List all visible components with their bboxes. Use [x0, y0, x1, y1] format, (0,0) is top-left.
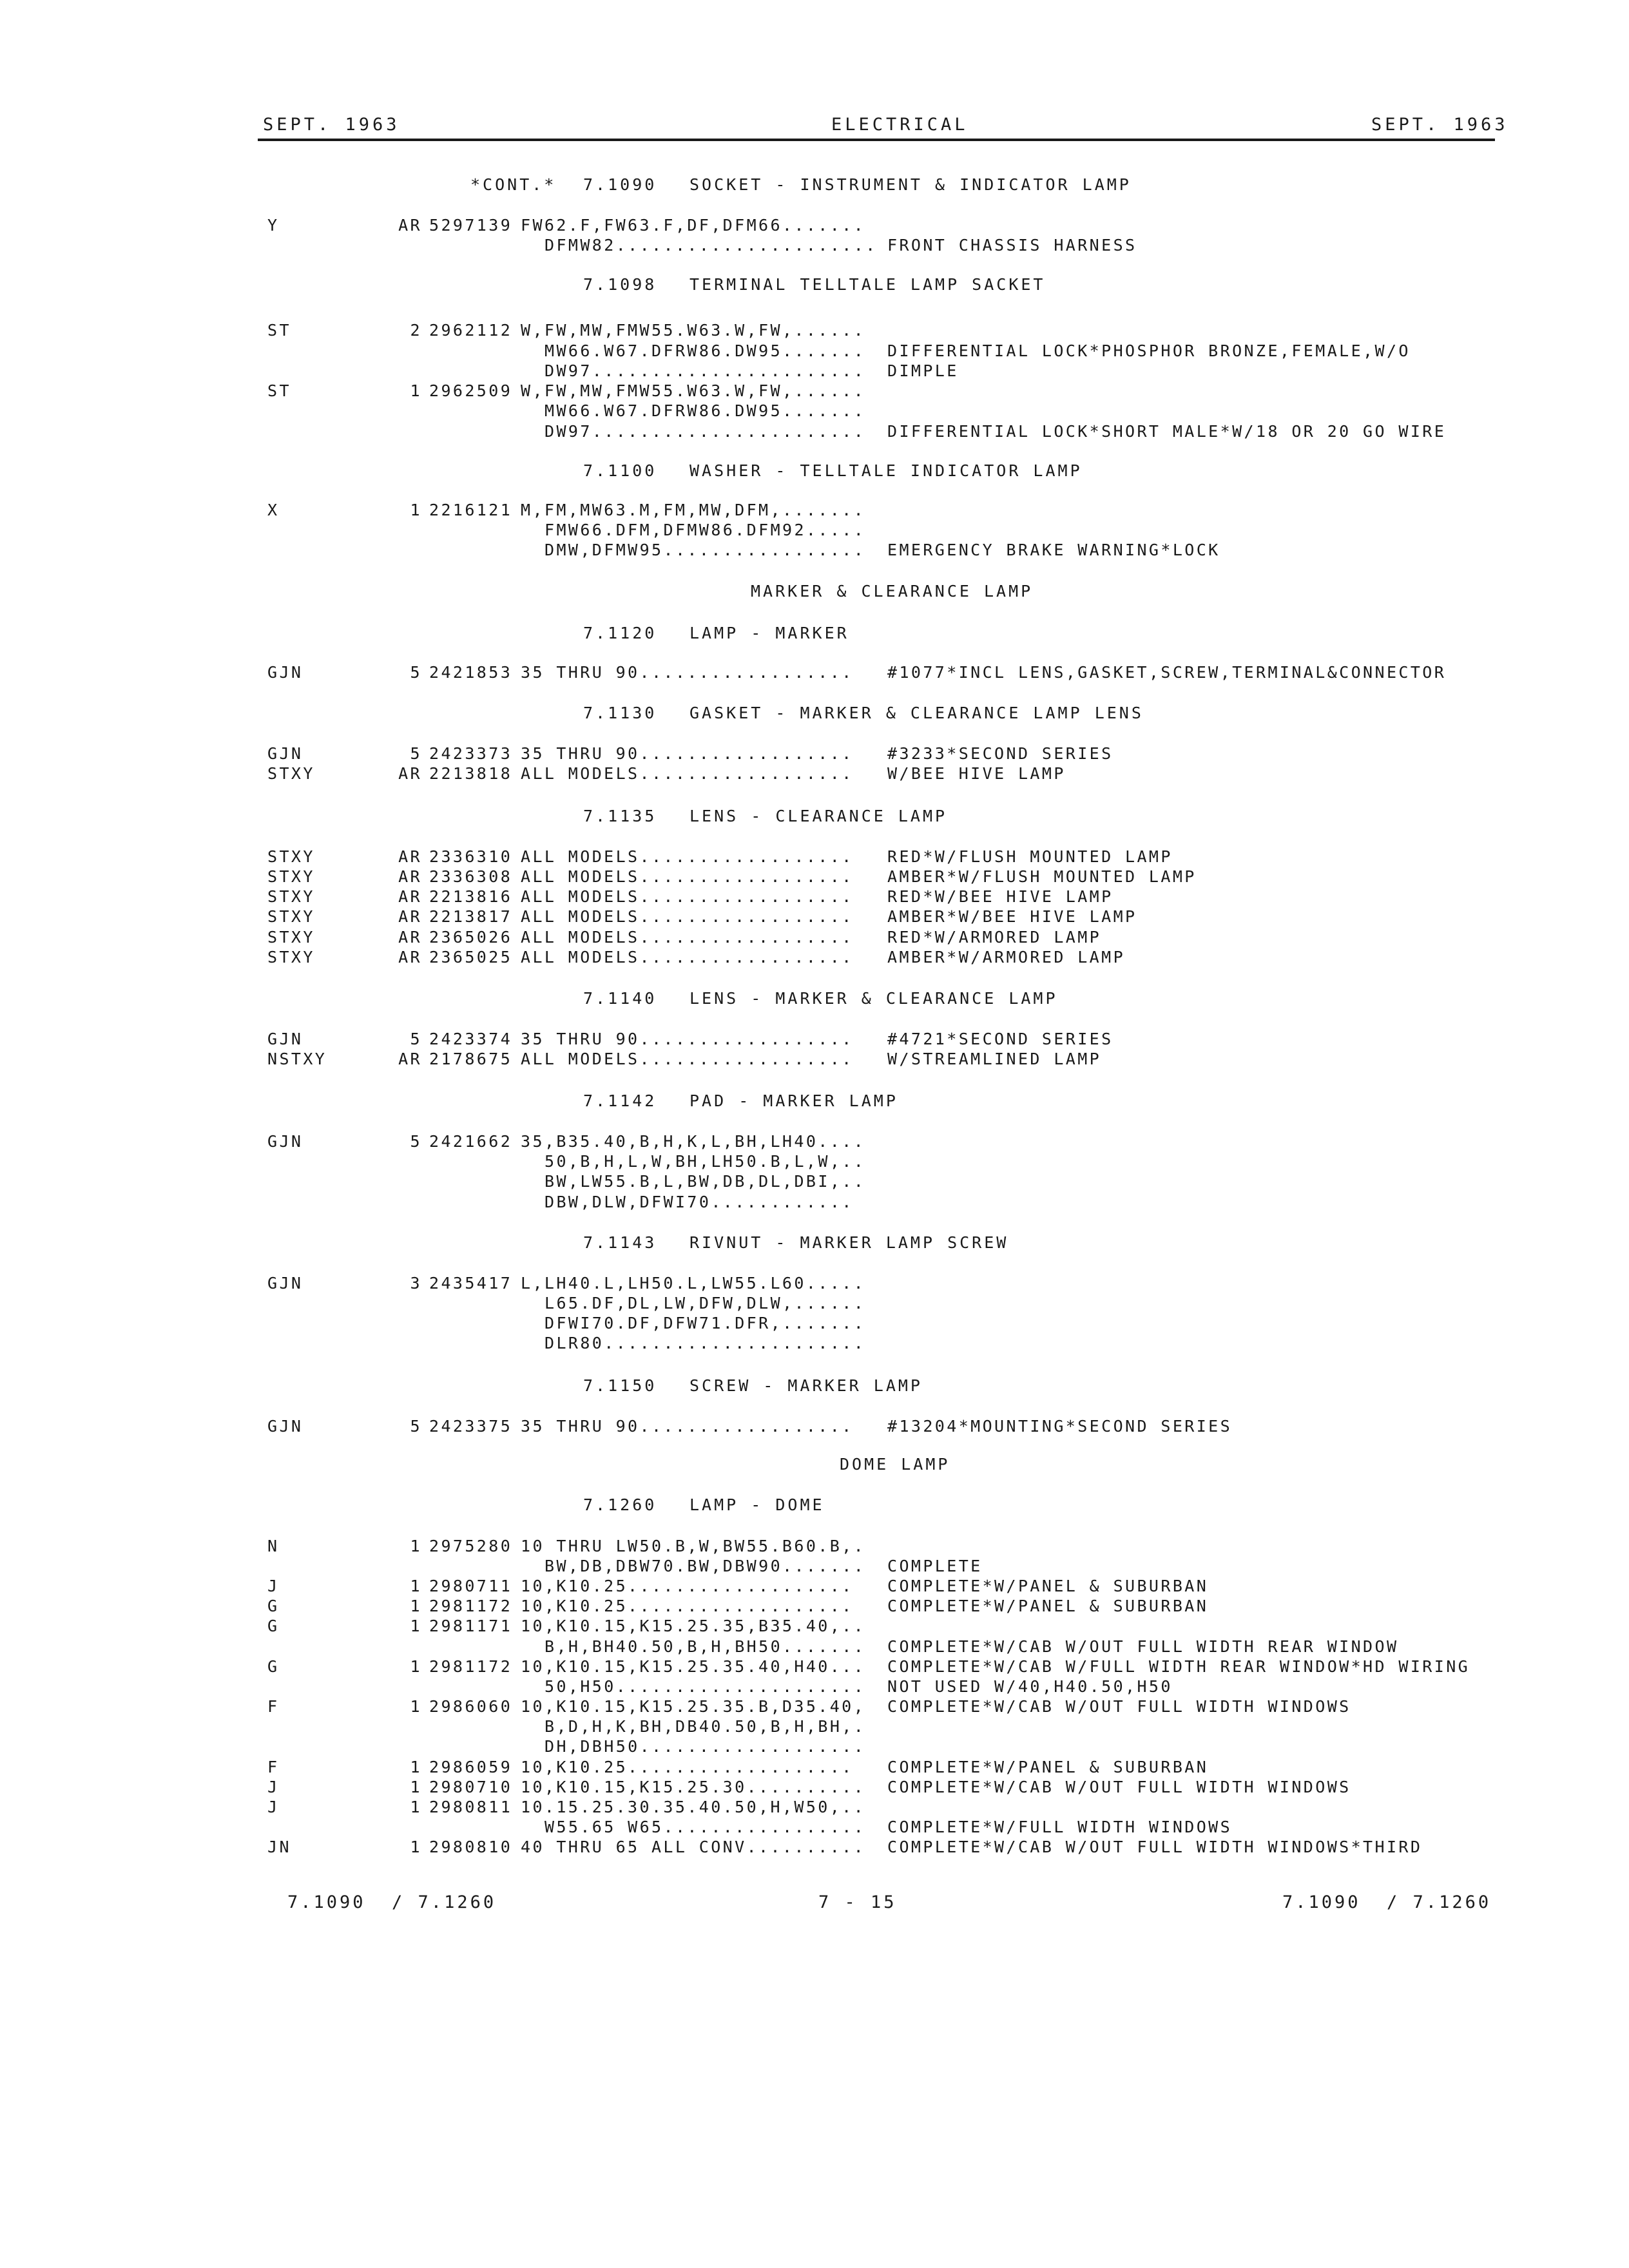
row-part-number: 2986059	[429, 1758, 513, 1776]
row-models: MW66.W67.DFRW86.DW95.......	[545, 401, 866, 420]
row-models: ALL MODELS..................	[521, 928, 854, 947]
row-models: 10,K10.15,K15.25.35.B,D35.40,	[521, 1697, 866, 1716]
row-code: G	[267, 1657, 280, 1676]
section-title: LAMP - MARKER	[689, 624, 849, 642]
row-description: AMBER*W/ARMORED LAMP	[887, 948, 1126, 966]
row-description: #1077*INCL LENS,GASKET,SCREW,TERMINAL&CONNECTOR	[887, 663, 1447, 682]
row-models: DW97.......................	[545, 422, 866, 441]
row-models: 50,H50.....................	[545, 1677, 866, 1696]
row-quantity: 3	[410, 1274, 422, 1293]
row-part-number: 2421853	[429, 663, 513, 682]
row-models: DBW,DLW,DFWI70............	[545, 1193, 854, 1211]
row-models: 35 THRU 90..................	[521, 1417, 854, 1436]
row-models: B,D,H,K,BH,DB40.50,B,H,BH,.	[545, 1717, 866, 1736]
row-models: 35 THRU 90..................	[521, 1030, 854, 1048]
section-title: SOCKET - INSTRUMENT & INDICATOR LAMP	[689, 175, 1132, 194]
row-models: 10,K10.15,K15.25.35.40,H40...	[521, 1657, 866, 1676]
row-quantity: AR	[398, 907, 422, 926]
row-quantity: AR	[398, 764, 422, 783]
row-quantity: 1	[410, 1597, 422, 1615]
row-models: L65.DF,DL,LW,DFW,DLW,......	[545, 1294, 866, 1312]
group-heading: DOME LAMP	[840, 1455, 950, 1474]
row-quantity: 1	[410, 1838, 422, 1856]
row-part-number: 2213818	[429, 764, 513, 783]
row-part-number: 2435417	[429, 1274, 513, 1293]
row-code: STXY	[267, 887, 315, 906]
row-code: STXY	[267, 764, 315, 783]
row-part-number: 2336308	[429, 867, 513, 886]
row-code: X	[267, 501, 280, 519]
row-description: COMPLETE*W/PANEL & SUBURBAN	[887, 1758, 1209, 1776]
row-models: 50,B,H,L,W,BH,LH50.B,L,W,..	[545, 1152, 866, 1171]
section-number: 7.1098	[583, 275, 657, 294]
row-description: W/BEE HIVE LAMP	[887, 764, 1066, 783]
row-part-number: 2962509	[429, 381, 513, 400]
row-quantity: 5	[410, 744, 422, 763]
section-title: TERMINAL TELLTALE LAMP SACKET	[689, 275, 1046, 294]
row-code: GJN	[267, 744, 304, 763]
row-quantity: 1	[410, 1778, 422, 1796]
row-code: G	[267, 1597, 280, 1615]
row-code: ST	[267, 381, 291, 400]
row-code: NSTXY	[267, 1050, 327, 1068]
row-description: EMERGENCY BRAKE WARNING*LOCK	[887, 541, 1220, 559]
row-models: ALL MODELS..................	[521, 847, 854, 866]
row-quantity: AR	[398, 928, 422, 947]
continued-label: *CONT.*	[470, 175, 557, 194]
page-number: 7 - 15	[818, 1892, 897, 1912]
row-description: COMPLETE*W/CAB W/OUT FULL WIDTH REAR WINDOW	[887, 1637, 1399, 1656]
row-description: COMPLETE*W/CAB W/OUT FULL WIDTH WINDOWS*THIRD	[887, 1838, 1423, 1856]
row-code: GJN	[267, 1274, 304, 1293]
row-code: STXY	[267, 907, 315, 926]
row-part-number: 2365025	[429, 948, 513, 966]
row-description: RED*W/ARMORED LAMP	[887, 928, 1102, 947]
section-title: PAD - MARKER LAMP	[689, 1091, 898, 1110]
row-part-number: 2336310	[429, 847, 513, 866]
row-part-number: 2423373	[429, 744, 513, 763]
row-part-number: 2213816	[429, 887, 513, 906]
row-models: 10.15.25.30.35.40.50,H,W50,..	[521, 1798, 866, 1816]
row-description: NOT USED W/40,H40.50,H50	[887, 1677, 1173, 1696]
section-number: 7.1150	[583, 1376, 657, 1395]
row-description: #4721*SECOND SERIES	[887, 1030, 1113, 1048]
row-part-number: 5297139	[429, 216, 513, 235]
row-part-number: 2423374	[429, 1030, 513, 1048]
row-description: COMPLETE	[887, 1557, 983, 1575]
row-quantity: 1	[410, 501, 422, 519]
row-code: F	[267, 1758, 280, 1776]
section-title: WASHER - TELLTALE INDICATOR LAMP	[689, 461, 1083, 480]
row-models: ALL MODELS..................	[521, 887, 854, 906]
row-code: GJN	[267, 663, 304, 682]
row-quantity: 1	[410, 1617, 422, 1635]
section-number: 7.1143	[583, 1233, 657, 1252]
row-quantity: 1	[410, 1758, 422, 1776]
row-code: F	[267, 1697, 280, 1716]
section-title: SCREW - MARKER LAMP	[689, 1376, 923, 1395]
footer-range-right: 7.1090 / 7.1260	[1282, 1892, 1492, 1912]
section-number: 7.1142	[583, 1091, 657, 1110]
row-description: COMPLETE*W/FULL WIDTH WINDOWS	[887, 1818, 1233, 1836]
row-description: AMBER*W/BEE HIVE LAMP	[887, 907, 1137, 926]
row-description: DIFFERENTIAL LOCK*PHOSPHOR BRONZE,FEMALE,W/O	[887, 341, 1411, 360]
row-description: COMPLETE*W/CAB W/FULL WIDTH REAR WINDOW*HD WIRING	[887, 1657, 1470, 1676]
row-part-number: 2981171	[429, 1617, 513, 1635]
row-models: 10,K10.15,K15.25.30..........	[521, 1778, 866, 1796]
row-part-number: 2980811	[429, 1798, 513, 1816]
row-models: 35 THRU 90..................	[521, 663, 854, 682]
row-description: DIMPLE	[887, 361, 959, 380]
row-part-number: 2980810	[429, 1838, 513, 1856]
row-code: GJN	[267, 1132, 304, 1151]
section-number: 7.1090	[583, 175, 657, 194]
row-quantity: 5	[410, 663, 422, 682]
row-models: ALL MODELS..................	[521, 907, 854, 926]
row-code: ST	[267, 321, 291, 340]
row-part-number: 2213817	[429, 907, 513, 926]
row-part-number: 2980710	[429, 1778, 513, 1796]
row-models: DH,DBH50...................	[545, 1737, 866, 1756]
row-models: BW,DB,DBW70.BW,DBW90.......	[545, 1557, 866, 1575]
row-code: STXY	[267, 867, 315, 886]
row-description: AMBER*W/FLUSH MOUNTED LAMP	[887, 867, 1197, 886]
row-quantity: 1	[410, 1537, 422, 1555]
row-models: ALL MODELS..................	[521, 948, 854, 966]
row-models: 10,K10.25...................	[521, 1577, 854, 1595]
row-models: DLR80......................	[545, 1334, 866, 1352]
row-models: FMW66.DFM,DFMW86.DFM92.....	[545, 521, 866, 539]
row-models: 10 THRU LW50.B,W,BW55.B60.B,.	[521, 1537, 866, 1555]
row-part-number: 2975280	[429, 1537, 513, 1555]
row-description: DIFFERENTIAL LOCK*SHORT MALE*W/18 OR 20 GO WIRE	[887, 422, 1447, 441]
row-code: J	[267, 1778, 280, 1796]
row-quantity: AR	[398, 867, 422, 886]
row-models: ALL MODELS..................	[521, 867, 854, 886]
row-description: COMPLETE*W/CAB W/OUT FULL WIDTH WINDOWS	[887, 1778, 1351, 1796]
row-description: #3233*SECOND SERIES	[887, 744, 1113, 763]
row-code: J	[267, 1798, 280, 1816]
row-part-number: 2423375	[429, 1417, 513, 1436]
row-description: RED*W/FLUSH MOUNTED LAMP	[887, 847, 1173, 866]
row-part-number: 2986060	[429, 1697, 513, 1716]
row-part-number: 2421662	[429, 1132, 513, 1151]
row-part-number: 2216121	[429, 501, 513, 519]
row-models: L,LH40.L,LH50.L,LW55.L60.....	[521, 1274, 866, 1293]
row-description: W/STREAMLINED LAMP	[887, 1050, 1102, 1068]
section-title: LENS - MARKER & CLEARANCE LAMP	[689, 989, 1058, 1008]
row-code: N	[267, 1537, 280, 1555]
row-models: DMW,DFMW95.................	[545, 541, 866, 559]
row-models: MW66.W67.DFRW86.DW95.......	[545, 341, 866, 360]
row-description: FRONT CHASSIS HARNESS	[887, 236, 1137, 255]
row-models: 10,K10.25...................	[521, 1597, 854, 1615]
row-quantity: 1	[410, 1657, 422, 1676]
row-models: 10,K10.15,K15.25.35,B35.40,..	[521, 1617, 866, 1635]
row-code: Y	[267, 216, 280, 235]
footer-range-left: 7.1090 / 7.1260	[287, 1892, 497, 1912]
row-code: STXY	[267, 847, 315, 866]
row-code: G	[267, 1617, 280, 1635]
section-number: 7.1100	[583, 461, 657, 480]
row-quantity: 1	[410, 381, 422, 400]
section-title: LAMP - DOME	[689, 1495, 825, 1514]
row-quantity: 1	[410, 1577, 422, 1595]
row-code: STXY	[267, 928, 315, 947]
row-code: GJN	[267, 1030, 304, 1048]
row-description: COMPLETE*W/PANEL & SUBURBAN	[887, 1597, 1209, 1615]
row-description: #13204*MOUNTING*SECOND SERIES	[887, 1417, 1233, 1436]
row-description: COMPLETE*W/CAB W/OUT FULL WIDTH WINDOWS	[887, 1697, 1351, 1716]
row-models: BW,LW55.B,L,BW,DB,DL,DBI,..	[545, 1172, 866, 1191]
row-part-number: 2981172	[429, 1657, 513, 1676]
section-number: 7.1135	[583, 807, 657, 825]
row-quantity: 5	[410, 1132, 422, 1151]
row-description: RED*W/BEE HIVE LAMP	[887, 887, 1113, 906]
row-description: COMPLETE*W/PANEL & SUBURBAN	[887, 1577, 1209, 1595]
group-heading: MARKER & CLEARANCE LAMP	[751, 582, 1034, 601]
section-number: 7.1140	[583, 989, 657, 1008]
section-title: RIVNUT - MARKER LAMP SCREW	[689, 1233, 1009, 1252]
row-models: DFMW82......................	[545, 236, 878, 255]
section-number: 7.1260	[583, 1495, 657, 1514]
header-date-right: SEPT. 1963	[1371, 115, 1509, 135]
header-title: ELECTRICAL	[831, 115, 969, 135]
row-models: B,H,BH40.50,B,H,BH50.......	[545, 1637, 866, 1656]
row-models: 35,B35.40,B,H,K,L,BH,LH40....	[521, 1132, 866, 1151]
row-models: FW62.F,FW63.F,DF,DFM66.......	[521, 216, 866, 235]
section-number: 7.1120	[583, 624, 657, 642]
row-models: ALL MODELS..................	[521, 764, 854, 783]
section-title: GASKET - MARKER & CLEARANCE LAMP LENS	[689, 704, 1144, 722]
row-code: GJN	[267, 1417, 304, 1436]
row-quantity: AR	[398, 948, 422, 966]
row-quantity: 5	[410, 1417, 422, 1436]
header-date-left: SEPT. 1963	[263, 115, 400, 135]
row-code: JN	[267, 1838, 291, 1856]
row-models: ALL MODELS..................	[521, 1050, 854, 1068]
row-part-number: 2981172	[429, 1597, 513, 1615]
row-models: DFWI70.DF,DFW71.DFR,.......	[545, 1314, 866, 1332]
row-quantity: 5	[410, 1030, 422, 1048]
row-part-number: 2980711	[429, 1577, 513, 1595]
row-quantity: AR	[398, 847, 422, 866]
row-quantity: AR	[398, 216, 422, 235]
row-models: DW97.......................	[545, 361, 866, 380]
row-models: 40 THRU 65 ALL CONV..........	[521, 1838, 866, 1856]
row-code: STXY	[267, 948, 315, 966]
row-part-number: 2962112	[429, 321, 513, 340]
row-part-number: 2365026	[429, 928, 513, 947]
row-code: J	[267, 1577, 280, 1595]
row-quantity: AR	[398, 887, 422, 906]
row-quantity: 2	[410, 321, 422, 340]
header-rule	[258, 139, 1495, 141]
row-quantity: 1	[410, 1697, 422, 1716]
section-number: 7.1130	[583, 704, 657, 722]
row-models: 10,K10.25...................	[521, 1758, 854, 1776]
row-models: W55.65 W65.................	[545, 1818, 866, 1836]
row-part-number: 2178675	[429, 1050, 513, 1068]
section-title: LENS - CLEARANCE LAMP	[689, 807, 948, 825]
row-models: 35 THRU 90..................	[521, 744, 854, 763]
row-quantity: AR	[398, 1050, 422, 1068]
row-quantity: 1	[410, 1798, 422, 1816]
row-models: W,FW,MW,FMW55.W63.W,FW,......	[521, 321, 866, 340]
row-models: M,FM,MW63.M,FM,MW,DFM,.......	[521, 501, 866, 519]
row-models: W,FW,MW,FMW55.W63.W,FW,......	[521, 381, 866, 400]
